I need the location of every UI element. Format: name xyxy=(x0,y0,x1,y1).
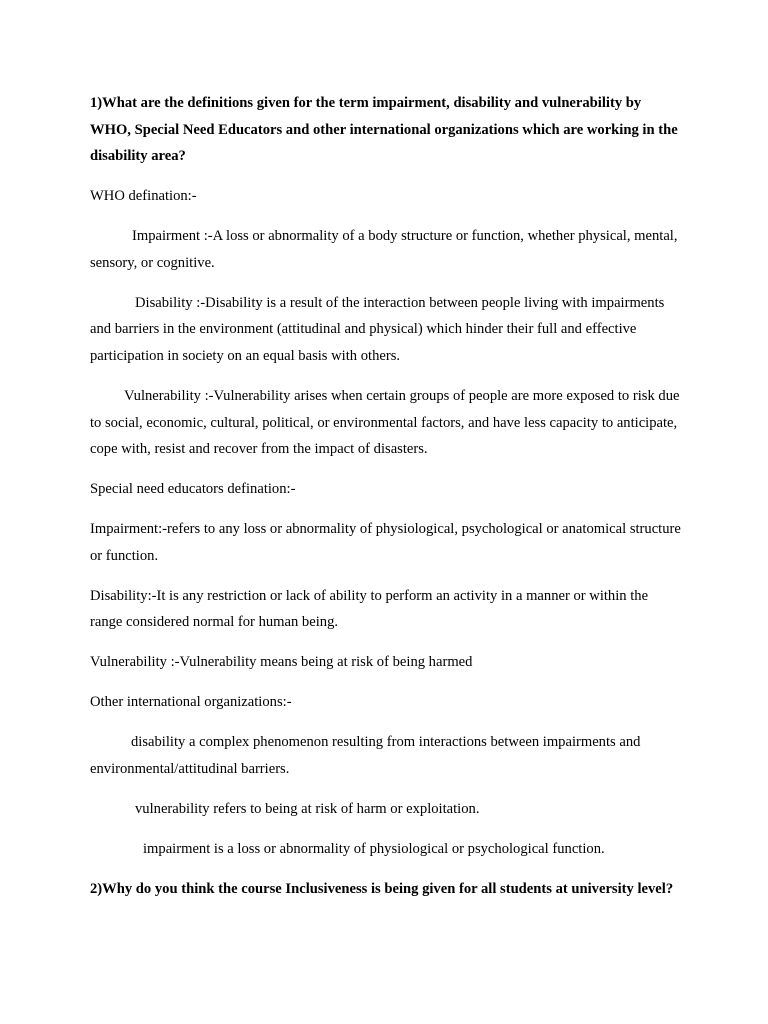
other-orgs-disability-definition: disability a complex phenomenon resulting from interactions between impairments and environmental/attitudinal barriers. xyxy=(90,734,641,777)
question-1: 1)What are the definitions given for the term impairment, disability and vulnerability by WHO, Special Need Educators and other international organizations which are working in the disability area? xyxy=(90,95,678,165)
other-orgs-heading: Other international organizations:- xyxy=(90,694,292,711)
special-need-disability-definition: Disability:-It is any restriction or lack of ability to perform an activity in a manner or within the range considered normal for human being. xyxy=(90,587,649,631)
document-page xyxy=(90,90,682,916)
special-need-vulnerability-definition: Vulnerability :-Vulnerability means being at risk of being harmed xyxy=(90,654,473,671)
who-vulnerability-definition: Vulnerability :-Vulnerability arises when certain groups of people are more exposed to risk due to social, economic, cultural, political, or environmental factors, and have less capacity to anticipate, cope with, resist and recover from the impact of disasters. xyxy=(90,387,680,458)
other-orgs-vulnerability-definition: vulnerability refers to being at risk of harm or exploitation. xyxy=(135,800,480,817)
question-2: 2)Why do you think the course Inclusiveness is being given for all students at university level? xyxy=(90,880,674,897)
who-disability-definition: Disability :-Disability is a result of the interaction between people living with impairments and barriers in the environment (attitudinal and physical) which hinder their full and effective participation in society on an equal basis with others. xyxy=(90,294,665,364)
who-impairment-definition: Impairment :-A loss or abnormality of a body structure or function, whether physical, mental, sensory, or cognitive. xyxy=(90,228,678,271)
special-need-heading: Special need educators defination:- xyxy=(90,481,296,498)
who-heading: WHO defination:- xyxy=(90,188,197,205)
other-orgs-impairment-definition: impairment is a loss or abnormality of physiological or psychological function. xyxy=(143,840,605,857)
special-need-impairment-definition: Impairment:-refers to any loss or abnormality of physiological, psychological or anatomical structure or function. xyxy=(90,521,681,564)
